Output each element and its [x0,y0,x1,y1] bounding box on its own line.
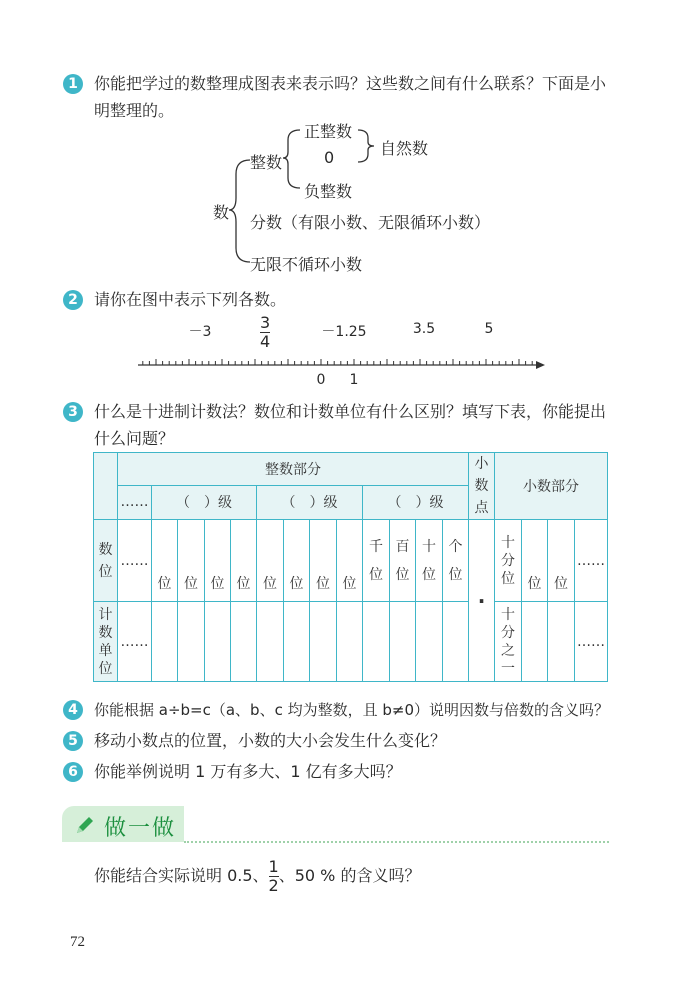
table-unit-cell[interactable] [205,602,231,682]
question-6-text: 你能举例说明 1 万有多大、1 亿有多大吗？ [94,762,402,781]
activity-question: 你能结合实际说明 0.5、$\frac{1}{2}$ 、50 % 的含义吗？ [94,857,421,895]
table-unit-cell[interactable] [310,602,337,682]
question-number-5: 5 [63,731,83,751]
table-unit-tenth: 十 分 之 一 [495,602,522,682]
table-corner-cell [94,453,118,520]
place-value-table [93,452,608,682]
table-row-header-place: 数 位 [94,520,118,602]
number-label-minus-1-25: －1.25 [321,324,367,340]
table-place-thousands: 千 位 [363,520,390,602]
table-unit-decimal-ellipsis: …… [575,602,608,682]
table-decimal-point-header: 小 数 点 [469,453,495,520]
activity-divider [184,841,609,843]
tree-natural-number: 自然数 [380,139,429,158]
table-place-cell[interactable]: 位 [337,520,363,602]
table-unit-ellipsis: …… [118,602,152,682]
question-number-1: 1 [63,74,83,94]
number-label-5: 5 [484,321,494,337]
table-place-cell[interactable]: 位 [284,520,310,602]
question-4-text: 你能根据 a÷b=c（a、b、c 均为整数，且 b≠0）说明因数与倍数的含义吗？ [94,701,609,719]
number-label-minus-3: －3 [188,324,212,340]
question-number-6: 6 [63,762,83,782]
tree-negative-integer: 负整数 [304,182,353,201]
table-decimal-point: · [469,520,495,682]
number-line-arrow [536,361,545,369]
question-number-2: 2 [63,290,83,310]
table-unit-cell[interactable] [443,602,469,682]
table-place-cell[interactable]: 位 [310,520,337,602]
question-1-line-2: 明整理的。 [94,101,175,120]
table-integer-part-header: 整数部分 [118,453,469,486]
question-number-3: 3 [63,402,83,422]
question-number-4: 4 [63,700,83,720]
table-unit-cell[interactable] [522,602,548,682]
table-place-hundreds: 百 位 [390,520,416,602]
table-decimal-part-header: 小数部分 [495,453,608,520]
tree-fraction: 分数（有限小数、无限循环小数） [250,213,491,232]
table-place-ones: 个 位 [443,520,469,602]
table-unit-cell[interactable] [152,602,178,682]
tree-integer: 整数 [250,153,283,172]
question-1-line-1: 你能把学过的数整理成图表来表示吗？这些数之间有什么联系？下面是小 [94,74,607,93]
table-place-cell[interactable]: 位 [178,520,205,602]
table-unit-cell[interactable] [178,602,205,682]
number-line-tick-1: 1 [349,372,359,388]
table-place-ellipsis: …… [118,520,152,602]
tree-root-number: 数 [213,203,230,222]
question-5-text: 移动小数点的位置，小数的大小会发生什么变化？ [94,731,447,750]
table-unit-cell[interactable] [548,602,575,682]
question-3-line-2: 什么问题？ [94,429,175,448]
table-unit-cell[interactable] [416,602,443,682]
tree-irrational: 无限不循环小数 [250,255,363,274]
table-place-cell[interactable]: 位 [152,520,178,602]
table-grade-blank-2[interactable]: （ ）级 [257,485,363,519]
tree-positive-integer: 正整数 [304,122,353,141]
table-unit-cell[interactable] [363,602,390,682]
tree-zero: 0 [324,148,335,167]
table-unit-cell[interactable] [390,602,416,682]
table-place-cell[interactable]: 位 [548,520,575,602]
table-place-cell[interactable]: 位 [231,520,257,602]
activity-title: 做一做 [104,816,177,841]
table-unit-cell[interactable] [257,602,284,682]
table-place-cell[interactable]: 位 [522,520,548,602]
table-grade-blank-3[interactable]: （ ）级 [363,485,469,519]
number-label-3-5: 3.5 [412,321,436,337]
number-label-three-quarters: $\frac{3}{4}$ [260,313,271,351]
table-place-decimal-ellipsis: …… [575,520,608,602]
tree-braces [0,0,699,290]
page-number: 72 [70,934,85,950]
pencil-icon [74,814,96,836]
question-2-text: 请你在图中表示下列各数。 [94,290,287,309]
table-place-cell[interactable]: 位 [205,520,231,602]
table-unit-cell[interactable] [231,602,257,682]
table-unit-cell[interactable] [284,602,310,682]
table-row-header-unit: 计 数 单 位 [94,602,118,682]
table-unit-cell[interactable] [337,602,363,682]
table-grade-blank-1[interactable]: （ ）级 [152,485,257,519]
table-grade-ellipsis: …… [118,485,152,519]
number-line-tick-0: 0 [316,372,326,388]
table-place-cell[interactable]: 位 [257,520,284,602]
table-place-tens: 十 位 [416,520,443,602]
question-3-line-1: 什么是十进制计数法？数位和计数单位有什么区别？填写下表，你能提出 [94,402,607,421]
activity-fraction-half: $\frac{1}{2}$ [268,857,279,895]
table-place-tenths: 十 分 位 [495,520,522,602]
